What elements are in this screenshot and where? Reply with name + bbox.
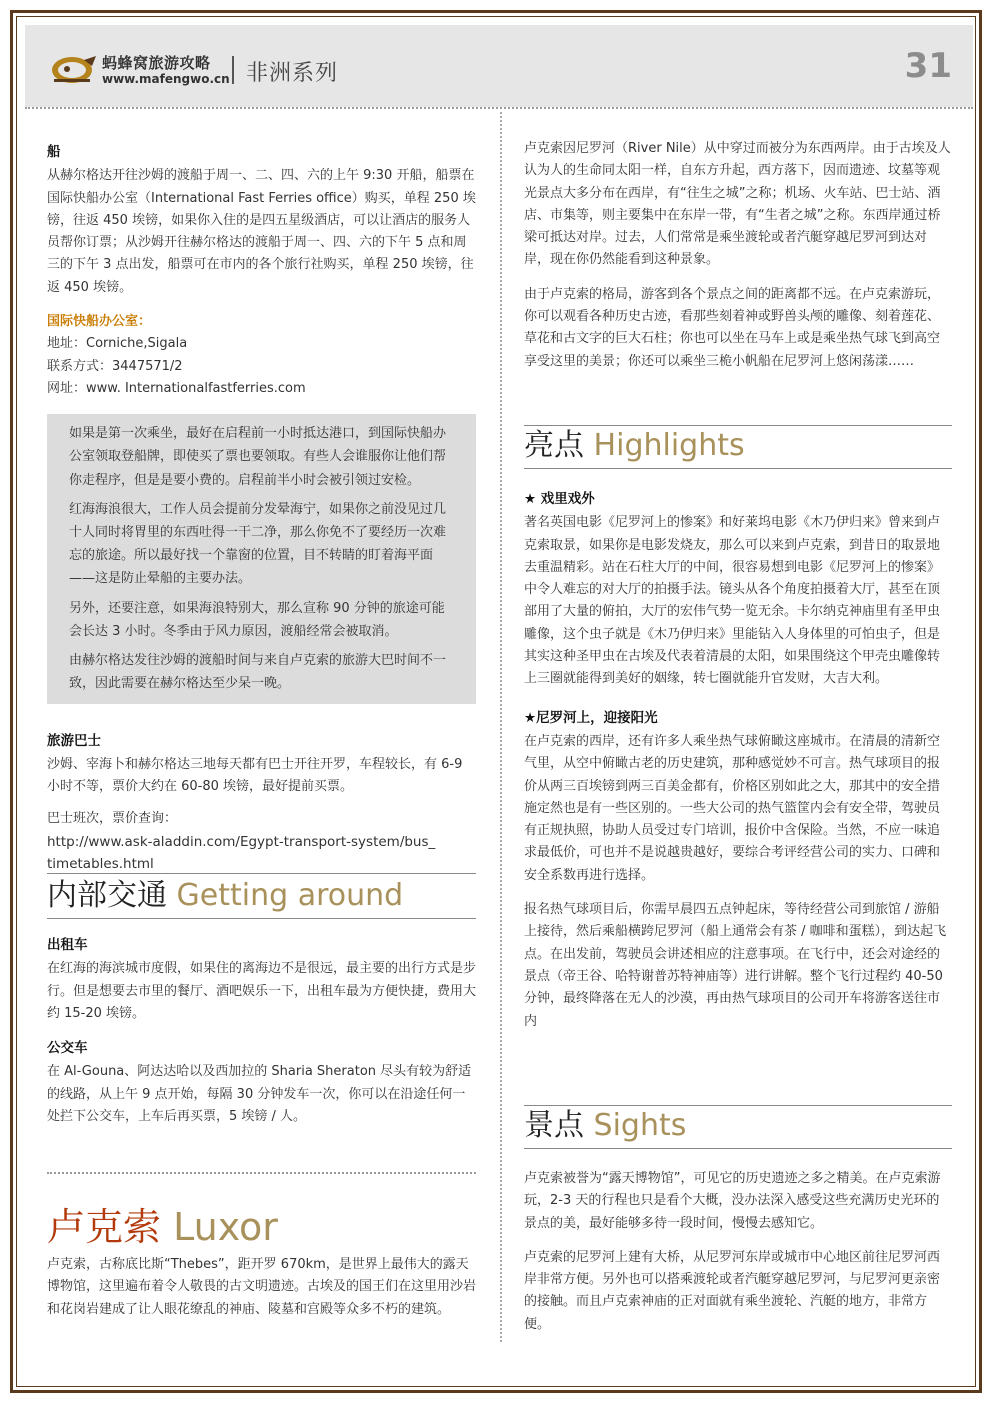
header-separator	[232, 56, 234, 84]
sights-body: 卢克索被誉为“露天博物馆”，可见它的历史遗迹之多之精美。在卢克索游玩，2-3 天的行程也只是看个大概，没办法深入感受这些充满历史光环的景点的美，最好能够多待一段时间，慢慢去感知它。	[524, 1171, 941, 1231]
sights-bottom-rule	[524, 1148, 952, 1149]
right-column-sights	[524, 1168, 952, 1336]
sights-title-en: Sights	[593, 1108, 687, 1143]
balloon-heading: ★尼罗河上，迎接阳光	[524, 709, 658, 726]
page-number: 31	[904, 46, 952, 86]
taxi-heading: 出租车	[47, 937, 88, 953]
highlights-title-zh: 亮点	[524, 428, 584, 463]
left-column	[47, 141, 476, 875]
taxi-body: 在红海的海滨城市度假，如果住的离海边不是很远，最主要的出行方式是步行。但是想要去市里的餐厅、酒吧娱乐一下，出租车最为方便快捷，费用大约 15-20 埃镑。	[47, 961, 477, 1021]
highlights-bottom-rule	[524, 468, 952, 469]
ferry-office-website: 网址：www. Internationalfastferries.com	[47, 380, 306, 396]
luxor-title-en: Luxor	[173, 1205, 278, 1249]
luxor-intro-paragraph: 由于卢克索的格局，游客到各个景点之间的距离都不远。在卢克索游玩，你可以观看各种历史古迹，看那些刻着神或野兽头颅的雕像、刻着莲花、草花和古文字的巨大石柱；你也可以坐在马车上或是乘坐热气球飞到高空享受这里的美景；你还可以乘坐三桅小帆船在尼罗河上悠闲荡漾……	[524, 286, 941, 369]
logo-url: www.mafengwo.cn	[102, 72, 230, 86]
right-column-intro	[524, 138, 952, 373]
sights-title	[524, 1106, 686, 1146]
mafengwo-logo-icon	[48, 52, 100, 86]
luxor-body: 卢克索，古称底比斯“Thebes”，距开罗 670km，是世界上最伟大的露天博物馆，这里遍布着令人敬畏的古文明遗迹。古埃及的国王们在这里用沙岩和花岗岩建成了让人眼花缭乱的神庙、陵墓和宫殿等众多不朽的建筑。	[47, 1257, 477, 1317]
header-divider	[25, 107, 973, 109]
getting-around-title	[47, 876, 403, 916]
tip-paragraph: 由赫尔格达发往沙姆的渡船时间与来自卢克索的旅游大巴时间不一致，因此需要在赫尔格达至少呆一晚。	[69, 653, 447, 692]
ferry-office-heading: 国际快船办公室：	[47, 314, 152, 330]
tips-box	[47, 414, 476, 703]
getting-around-top-rule	[47, 873, 476, 874]
tip-paragraph: 红海海浪很大，工作人员会提前分发晕海宁，如果你之前没见过几十人同时将胃里的东西吐得一干二净，那么你免不了要经历一次难忘的旅途。所以最好找一个靠窗的位置，目不转睛的盯着海平面——这是防止晕船的主要办法。	[69, 501, 447, 587]
highlights-title	[524, 426, 745, 466]
tip-paragraph: 另外，还要注意，如果海浪特别大，那么宣称 90 分钟的旅途可能会长达 3 小时。冬季由于风力原因，渡船经常会被取消。	[69, 600, 445, 639]
film-body: 著名英国电影《尼罗河上的惨案》和好莱坞电影《木乃伊归来》曾来到卢克索取景，如果你是电影发烧友，那么可以来到卢克索，到昔日的取景地去重温精彩。站在石柱大厅的中间，很容易想到电影《尼罗河上的惨案》中令人难忘的对大厅的拍摄手法。镜头从各个角度拍摄着大厅，甚至在顶部用了大量的俯拍，大厅的宏伟气势一览无余。卡尔纳克神庙里有圣甲虫雕像，这个虫子就是《木乃伊归来》里能钻入人身体里的可怕虫子，但是其实这种圣甲虫在古埃及代表着清晨的太阳，如果围绕这个甲壳虫雕像转上三圈就能得到美好的姻缘，转七圈就能升官发财，大吉大利。	[524, 515, 941, 687]
bus-body: 沙姆、宰海卜和赫尔格达三地每天都有巴士开往开罗，车程较长，有 6-9 小时不等，票价大约在 60-80 埃镑，最好提前买票。	[47, 756, 463, 795]
series-title: 非洲系列	[246, 61, 339, 86]
getting-around-bottom-rule	[47, 918, 476, 919]
balloon-body: 在卢克索的西岸，还有许多人乘坐热气球俯瞰这座城市。在清晨的清新空气里，从空中俯瞰古老的历史建筑，那种感觉妙不可言。热气球项目的报价从两三百埃镑到两三百美金都有，价格区别如此之大，那其中的安全措施定然也是有一些区别的。一些大公司的热气篮筐内会有安全带，驾驶员有正规执照，协助人员受过专门培训，报价中含保险。当然，不应一味追求最低价，可也并不是说越贵越好，要综合考评经营公司的实力、口碑和安全系数再进行选择。	[524, 733, 941, 883]
sights-title-zh: 景点	[524, 1108, 584, 1143]
boat-body: 从赫尔格达开往沙姆的渡船于周一、二、四、六的上午 9:30 开船，船票在国际快船办公室（International Fast Ferries office）购买，单程 250 埃镑，往返 450 埃镑，如果你入住的是四五星级酒店，可以让酒店的服务人员帮你订票；从沙姆开往赫尔格达的渡船于周一、四、六的下午 5 点和周三的下午 3 点出发，船票可在市内的各个旅行社购买，单程 250 埃镑，往返 450 埃镑。	[47, 168, 476, 295]
ferry-office-contact: 联系方式：3447571/2	[47, 358, 183, 374]
bus-query-url[interactable]	[47, 831, 476, 876]
getting-around-title-zh: 内部交通	[47, 878, 167, 913]
highlights-title-en: Highlights	[593, 428, 745, 463]
luxor-title-zh: 卢克索	[47, 1205, 162, 1249]
bus-query-label: 巴士班次，票价查询：	[47, 811, 178, 827]
luxor-divider	[47, 1172, 476, 1174]
left-column-transport	[47, 934, 476, 1128]
tip-paragraph: 如果是第一次乘坐，最好在启程前一小时抵达港口，到国际快船办公室领取登船牌，即使买了票也要领取。有些人会谁服你让他们帮你走程序，但是是要小费的。启程前半小时会被引领过安检。	[69, 426, 447, 488]
right-column-highlights	[524, 488, 952, 1033]
luxor-intro	[47, 1254, 476, 1321]
logo-name: 蚂蜂窝旅游攻略	[102, 54, 211, 72]
sights-body-2: 卢克索的尼罗河上建有大桥，从尼罗河东岸或城市中心地区前往尼罗河西岸非常方便。另外也可以搭乘渡轮或者汽艇穿越尼罗河，与尼罗河更亲密的接触。而且卢克索神庙的正对面就有乘坐渡轮、汽艇的地方，非常方便。	[524, 1249, 941, 1332]
luxor-title	[47, 1204, 278, 1250]
bus-query-url-line1[interactable]: http://www.ask-aladdin.com/Egypt-transport-system/bus_	[47, 833, 436, 850]
boat-heading: 船	[47, 144, 61, 160]
column-divider	[500, 112, 502, 1342]
getting-around-title-en: Getting around	[176, 878, 404, 913]
bus-query-url-line2[interactable]: timetables.html	[47, 855, 154, 872]
minibus-body: 在 Al-Gouna、阿达达哈以及西加拉的 Sharia Sheraton 尽头有较为舒适的线路，从上午 9 点开始，每隔 30 分钟发车一次，你可以在沿途任何一处拦下公交车，上车后再买票，5 埃镑 / 人。	[47, 1064, 472, 1125]
film-heading: ★ 戏里戏外	[524, 491, 595, 507]
ferry-office-address: 地址：Corniche,Sigala	[47, 336, 188, 352]
luxor-intro-paragraph: 卢克索因尼罗河（River Nile）从中穿过而被分为东西两岸。由于古埃及人认为人的生命同太阳一样，自东方升起，西方落下，因而遗迹、坟墓等观光景点大多分布在西岸，有“往生之城”之称；机场、火车站、巴士站、酒店、市集等，则主要集中在东岸一带，有“生者之城”之称。东西岸通过桥梁可抵达对岸。过去，人们常常是乘坐渡轮或者汽艇穿越尼罗河到达对岸，现在你仍然能看到这种景象。	[524, 141, 951, 268]
balloon-body-2: 报名热气球项目后，你需早晨四五点钟起床，等待经营公司到旅馆 / 游船上接待，然后乘船横跨尼罗河（船上通常会有茶 / 咖啡和蛋糕），到达起飞点。在出发前，驾驶员会讲述相应的注意事项。在飞行中，还会对途经的景点（帝王谷、哈特谢普苏特神庙等）进行讲解。整个飞行过程约 40-50 分钟，最终降落在无人的沙漠，再由热气球项目的公司开车将游客送往市内	[524, 902, 947, 1029]
bus-heading: 旅游巴士	[47, 732, 101, 749]
minibus-heading: 公交车	[47, 1040, 88, 1057]
